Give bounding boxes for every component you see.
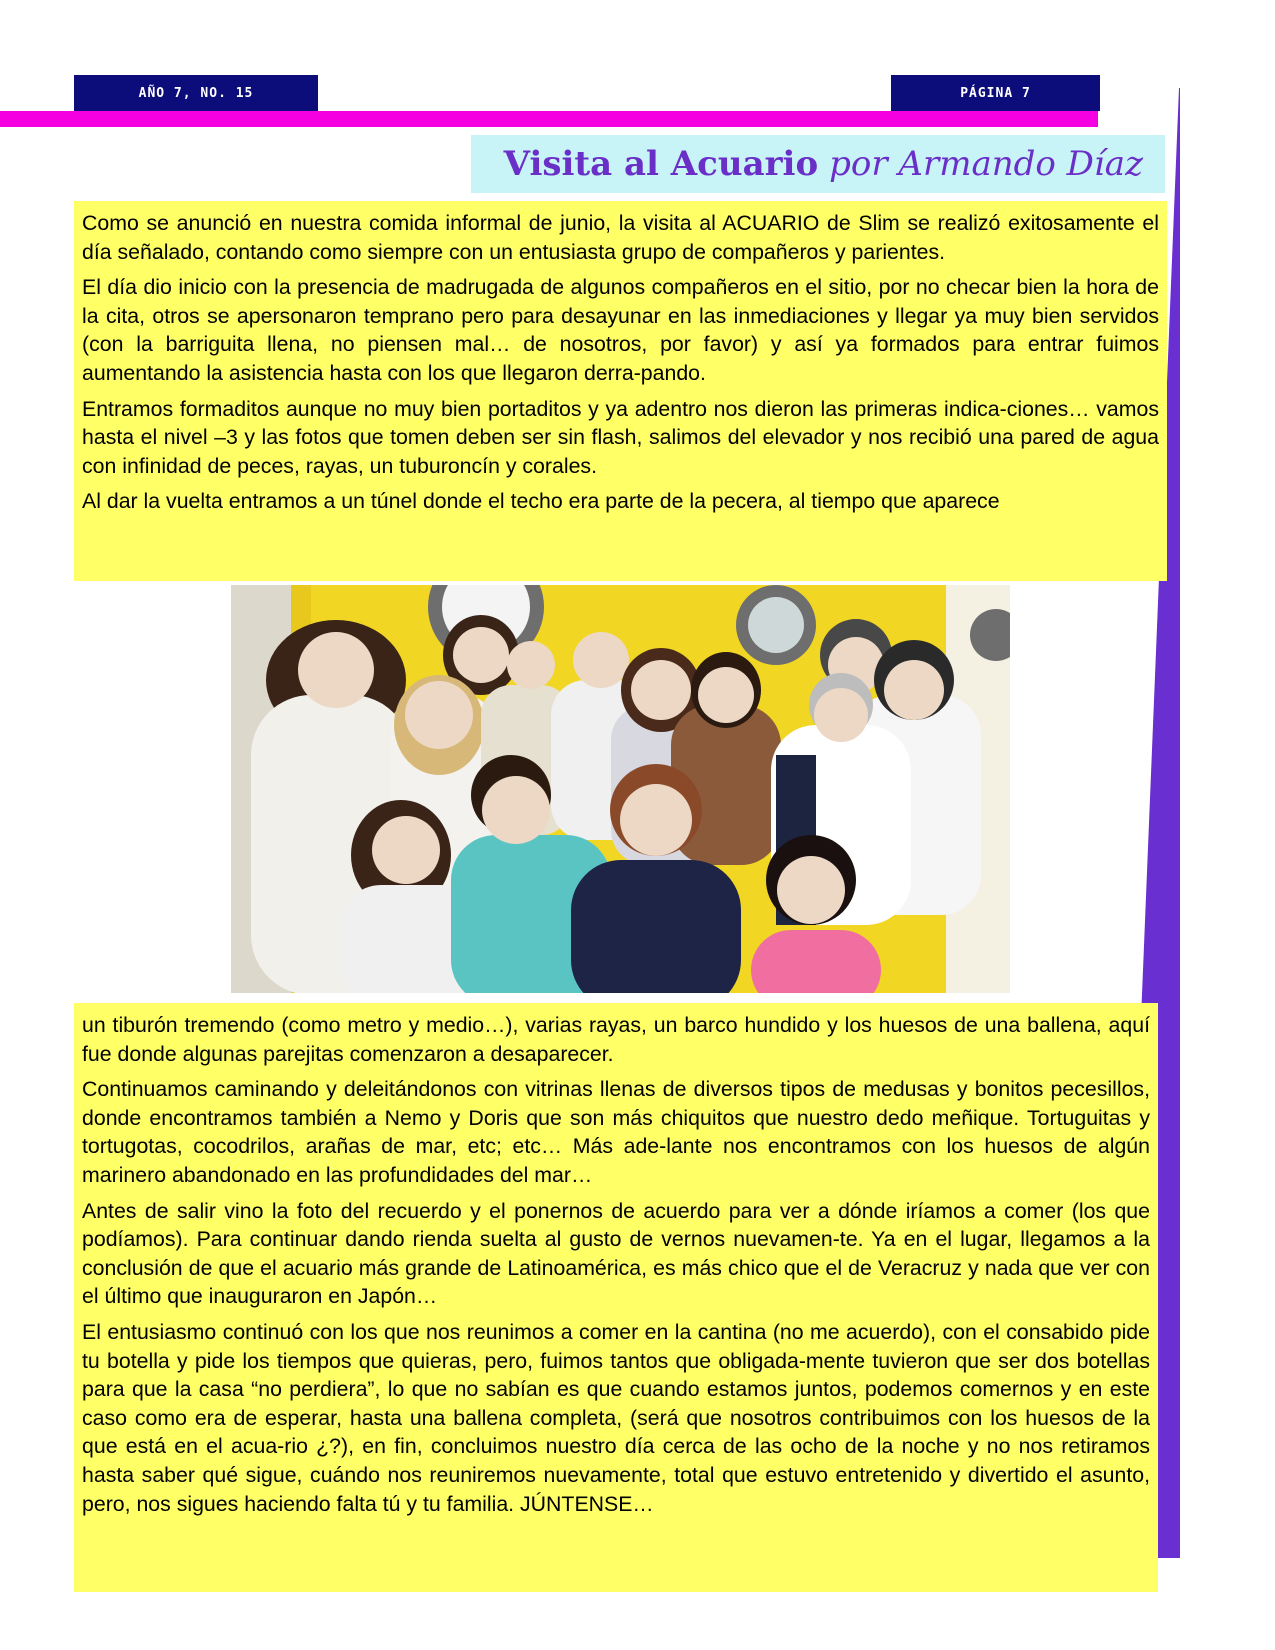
paragraph: Al dar la vuelta entramos a un túnel donde el techo era parte de la pecera, al tiempo que aparece <box>82 489 1000 514</box>
page-number-header <box>891 75 1100 111</box>
magenta-divider-bar <box>0 111 1098 127</box>
article-text-bottom <box>74 1003 1158 1592</box>
article-text-top <box>74 201 1167 581</box>
paragraph: Continuamos caminando y deleitándonos con vitrinas llenas de diversos tipos de medusas y bonitos pecesillos, donde encontramos también a Nemo y Doris que son más chiquitos que nuestro dedo meñique. Tortuguitas y tortugotas, cocodrilos, arañas de mar, etc; etc… Más ade-lante nos encontramos con los huesos de algún marinero abandonado en las profundidades del mar… <box>82 1077 1150 1187</box>
paragraph: Como se anunció en nuestra comida informal de junio, la visita al ACUARIO de Slim se realizó exitosamente el día señalado, contando como siempre con un entusiasta grupo de compañeros y parientes. <box>82 211 1159 264</box>
paragraph: El día dio inicio con la presencia de madrugada de algunos compañeros en el sitio, por no checar bien la hora de la cita, otros se apersonaron temprano pero para desayunar en las inmediaciones y llegar ya muy bien servidos (con la barriguita llena, no piensen mal… de nosotros, por favor) y así ya formados para entrar fuimos aumentando la asistencia hasta con los que llegaron derra-pando. <box>82 275 1159 385</box>
article-title-box <box>471 135 1165 193</box>
paragraph: Antes de salir vino la foto del recuerdo y el ponernos de acuerdo para ver a dónde iríamos a comer (los que podíamos). Para continuar dando rienda suelta al gusto de vernos nuevamen-te. Ya en el lugar, llegamos a la conclusión de que el acuario más grande de Latinoamérica, es más chico que el de Veracruz y nada que ver con el último que inauguraron en Japón… <box>82 1198 1150 1309</box>
paragraph: El entusiasmo continuó con los que nos reunimos a comer en la cantina (no me acuerdo), con el consabido pide tu botella y pide los tiempos que quieras, pero, fuimos tantos que obligada-mente tuvieron que ser dos botellas para que la casa “no perdiera”, lo que no sabían es que cuando estamos juntos, podemos comernos y en este caso como era de esperar, hasta una ballena completa, (será que nosotros contribuimos con los huesos de la que está en el acua-rio ¿?), en fin, concluimos nuestro día cerca de las ocho de la noche y no nos retiramos hasta saber qué sigue, cuándo nos reuniremos nuevamente, total que estuvo entretenido y divertido el asunto, pero, nos sigues haciendo falta tú y tu familia. JÚNTENSE… <box>82 1319 1150 1516</box>
issue-number-header <box>74 75 318 111</box>
paragraph: Entramos formaditos aunque no muy bien portaditos y ya adentro nos dieron las primeras indica-ciones… vamos hasta el nivel –3 y las fotos que tomen deben ser sin flash, salimos del elevador y nos recibió una pared de agua con infinidad de peces, rayas, un tuburoncín y corales. <box>82 396 1159 478</box>
page-number-text: PÁGINA 7 <box>960 85 1031 101</box>
issue-number-text: AÑO 7, NO. 15 <box>138 85 254 101</box>
paragraph: un tiburón tremendo (como metro y medio…), varias rayas, un barco hundido y los huesos de una ballena, aquí fue donde algunas parejitas comenzaron a desaparecer. <box>82 1013 1150 1066</box>
article-byline: por Armando Díaz <box>829 144 1143 184</box>
group-photo <box>231 585 1010 993</box>
article-title: Visita al Acuario <box>503 144 819 184</box>
